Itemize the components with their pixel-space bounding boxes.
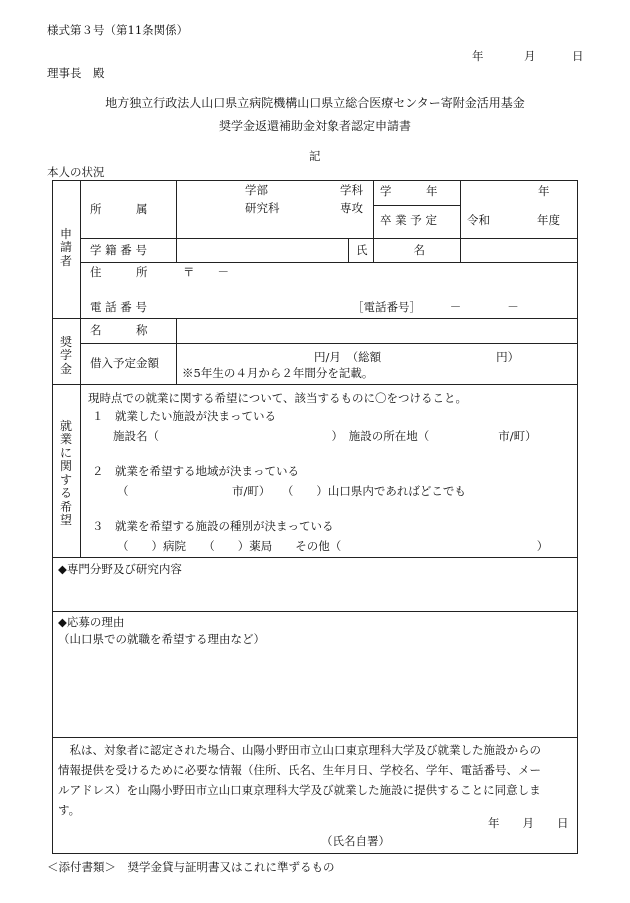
phone-label: 電 話 番 号 (90, 300, 147, 314)
major-label: 専攻 (340, 201, 363, 215)
consent-line-4: す。 (58, 803, 81, 817)
employment-item-1: １ 就業したい施設が決まっている (92, 409, 276, 423)
employment-item-3: ３ 就業を希望する施設の種別が決まっている (92, 519, 334, 533)
consent-date: 年 月 日 (488, 816, 569, 830)
loan-amount-note: ※5年生の４月から２年間分を記載。 (182, 366, 374, 380)
graduate-school-label: 研究科 (245, 201, 280, 215)
consent-line-2: 情報提供を受けるために必要な情報（住所、氏名、生年月日、学校名、学年、電話番号、メー (58, 763, 541, 777)
document-title-line2: 奨学金返還補助金対象者認定申請書 (218, 119, 411, 133)
reiwa-label: 令和 (467, 213, 490, 227)
faculty-label: 学部 (245, 183, 268, 197)
postal-code-mark: 〒 － (183, 265, 229, 279)
section-label: 本人の状況 (47, 165, 105, 179)
grade-label: 学 年 (380, 184, 438, 198)
reason-sub: （山口県での就職を希望する理由など） (58, 632, 265, 646)
student-number-label: 学 籍 番 号 (90, 243, 147, 257)
document-title-line1: 地方独立行政法人山口県立病院機構山口県立総合医療センター寄附金活用基金 (105, 96, 525, 110)
employment-intro: 現時点での就業に関する希望について、該当するものに〇をつけること。 (88, 391, 468, 405)
grade-unit: 年 (538, 184, 550, 198)
name-label: 氏 名 (356, 243, 425, 257)
date-month-label: 月 (524, 49, 536, 63)
employment-item-2-detail: （ 市/町） （ ）山口県内であればどこでも (117, 484, 466, 498)
employment-item-3-detail: （ ）病院 （ ）薬局 その他（ ） (117, 539, 549, 553)
research-label: ◆専門分野及び研究内容 (58, 562, 182, 576)
affiliation-label: 所 属 (90, 202, 148, 216)
employment-group-label: 就業に関する希望 (59, 419, 72, 528)
graduation-label: 卒 業 予 定 (380, 213, 437, 227)
form-number: 様式第３号（第11条関係） (47, 23, 189, 37)
consent-line-1: 私は、対象者に認定された場合、山陽小野田市立山口東京理科大学及び就業した施設からの (58, 743, 541, 757)
phone-value: ［電話番号］ － － (352, 300, 519, 314)
scholarship-name-label: 名 称 (90, 323, 148, 337)
date-day-label: 日 (572, 49, 584, 63)
loan-amount-label: 借入予定金額 (90, 356, 159, 370)
ki-label: 記 (309, 149, 321, 163)
consent-line-3: ルアドレス）を山陽小野田市立山口東京理科大学及び就業した施設に提供することに同意しま (58, 783, 541, 797)
address-label: 住 所 (90, 265, 148, 279)
signature-label: （氏名自署） (321, 834, 390, 848)
employment-item-1-detail: 施設名（ ） 施設の所在地（ 市/町） (113, 429, 537, 443)
attachments-note: ＜添付書類＞ 奨学金貸与証明書又はこれに準ずるもの (47, 860, 335, 874)
date-year-label: 年 (472, 49, 484, 63)
addressee: 理事長 殿 (47, 66, 105, 80)
employment-item-2: ２ 就業を希望する地域が決まっている (92, 464, 299, 478)
applicant-group-label: 申請者 (59, 227, 72, 268)
fiscal-year-label: 年度 (537, 213, 560, 227)
reason-label: ◆応募の理由 (58, 615, 125, 629)
department-label: 学科 (340, 183, 363, 197)
loan-amount-text: 円/月 （総額 円） (314, 350, 520, 364)
scholarship-group-label: 奨学金 (59, 335, 72, 376)
